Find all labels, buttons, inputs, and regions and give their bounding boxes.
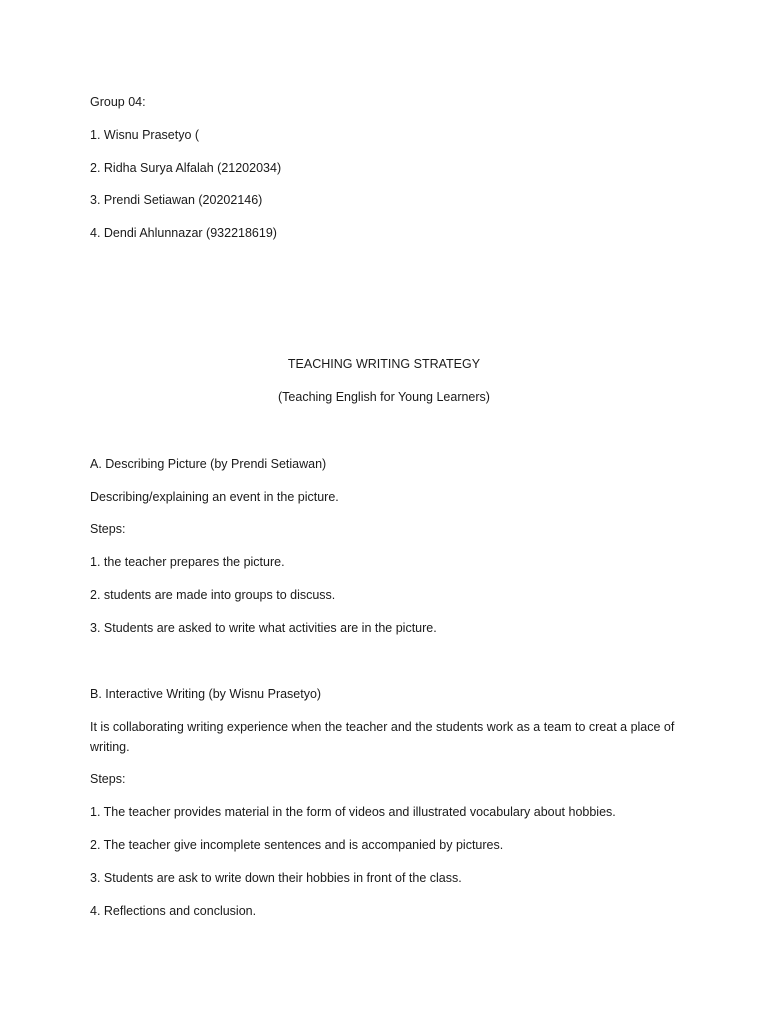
section-b-description: It is collaborating writing experience when the teacher and the students work as a team to creat a place of writing. — [90, 720, 675, 754]
section-b-step: 2. The teacher give incomplete sentences and is accompanied by pictures. — [90, 838, 504, 852]
document-title: TEACHING WRITING STRATEGY — [287, 357, 481, 371]
section-a-heading: A. Describing Picture (by Prendi Setiawan) — [90, 457, 327, 471]
section-b-steps-label: Steps: — [90, 772, 126, 786]
section-a-description: Describing/explaining an event in the picture. — [90, 490, 339, 504]
group-label: Group 04: — [90, 95, 146, 109]
section-b-step: 4. Reflections and conclusion. — [90, 904, 257, 918]
member-item: 2. Ridha Surya Alfalah (21202034) — [90, 161, 282, 175]
member-item: 3. Prendi Setiawan (20202146) — [90, 193, 263, 207]
document-subtitle: (Teaching English for Young Learners) — [278, 390, 490, 404]
section-b-step: 1. The teacher provides material in the form of videos and illustrated vocabulary about hobbies. — [90, 805, 616, 819]
section-a-steps-label: Steps: — [90, 522, 126, 536]
section-b-step: 3. Students are ask to write down their hobbies in front of the class. — [90, 871, 462, 885]
section-a-step: 3. Students are asked to write what activities are in the picture. — [90, 621, 437, 635]
member-item: 4. Dendi Ahlunnazar (932218619) — [90, 226, 277, 240]
section-b-heading: B. Interactive Writing (by Wisnu Prasetyo) — [90, 687, 322, 701]
section-a-step: 1. the teacher prepares the picture. — [90, 555, 285, 569]
member-item: 1. Wisnu Prasetyo ( — [90, 128, 200, 142]
section-a-step: 2. students are made into groups to discuss. — [90, 588, 336, 602]
